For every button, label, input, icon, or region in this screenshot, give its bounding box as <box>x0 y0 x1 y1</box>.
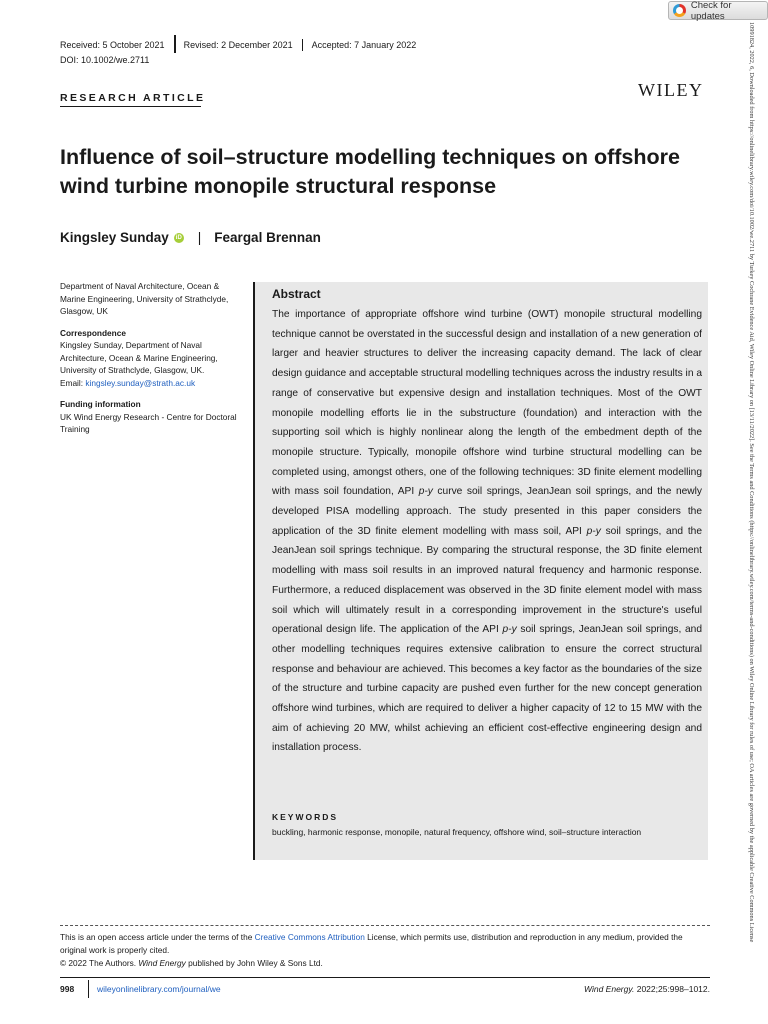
affiliation: Department of Naval Architecture, Ocean & Marine Engineering, University of Strathclyde, Glasgow, UK <box>60 281 229 316</box>
article-history <box>60 39 425 51</box>
article-type: RESEARCH ARTICLE <box>60 92 206 104</box>
check-for-updates-button[interactable] <box>668 1 768 20</box>
funding-heading: Funding information <box>60 399 141 409</box>
license-text-part: License, which permits use, distribution and reproduction in any medium, provided the original work is properly cited. <box>60 932 683 955</box>
py-term: p-y <box>418 486 433 498</box>
license-text <box>60 931 710 957</box>
keywords: buckling, harmonic response, monopile, natural frequency, offshore wind, soil–structure interaction <box>272 827 642 837</box>
crossmark-icon <box>673 4 686 17</box>
citation-journal: Wind Energy. <box>584 984 635 994</box>
paper-title: Influence of soil–structure modelling techniques on offshore wind turbine monopile structural response <box>60 145 680 198</box>
license-text-part: This is an open access article under the terms of the <box>60 932 255 942</box>
citation-details: 2022;25:998–1012. <box>634 984 710 994</box>
author-name[interactable]: Kingsley Sunday <box>60 230 169 245</box>
license-footnote <box>60 931 710 970</box>
abstract-heading: Abstract <box>272 287 321 301</box>
abstract-box <box>253 282 708 860</box>
abstract-text-part: The importance of appropriate offshore wind turbine (OWT) monopile structural modelling technique cannot be overstated in the successful design and installation of a new generation of larger and heavier structures to deliver the increasing capacity demand. The lack of clear design guidance and acceptable structural modelling techniques across the industry results in a range of conservative but expensive design and installation techniques. Most of the OWT monopile modelling efforts lie in the substructure (foundation) and interaction with the supporting soil which is highly nonlinear along the length of the embedment depth of the monopile structure. Typically, monopile offshore wind turbine structural modelling can be completed using, amongst others, one of the following techniques: 3D finite element modelling with mass soil foundation, API <box>272 309 702 498</box>
email-label: Email: <box>60 377 86 388</box>
article-info-sidebar <box>60 280 245 445</box>
footer-separator <box>88 980 89 998</box>
abstract-text-part: soil springs, JeanJean soil springs, and other modelling techniques requires extensive calibration to ensure the correct structural response and behaviour are achieved. This becomes a key factor as the boundaries of the size of the structure and turbine capacity are pushed even further for the new concept generation offshore wind turbines, which are required to deliver a higher capacity of 12 to 15 MW with the aim of achieving 20 MW, whilst achieving an efficient cost-effective engineering design and installation process. <box>272 624 702 754</box>
copyright-journal: Wind Energy <box>138 958 186 968</box>
py-term: p-y <box>586 525 601 537</box>
check-for-updates-label: Check for updates <box>690 0 732 22</box>
author-list <box>60 230 321 245</box>
funding <box>60 398 245 436</box>
abstract-text-part: soil springs, and the JeanJean soil springs technique. By comparing the structural response, the 3D finite element modelling with mass soil results in an improved natural frequency and harmonic response. Furthermore, a reduced displacement was observed in the 3D finite element model with mass soil which will ultimately result in a corresponding improvement in the structure's useful operational design life. The application of the API <box>272 525 702 636</box>
email-link[interactable]: kingsley.sunday@strath.ac.uk <box>85 377 196 388</box>
funding-text: UK Wind Energy Research - Centre for Doctoral Training <box>60 411 237 434</box>
footnote-divider <box>60 925 710 926</box>
revised-date: Revised: 2 December 2021 <box>174 39 302 51</box>
correspondence-text: Kingsley Sunday, Department of Naval Architecture, Ocean & Marine Engineering, University of Strathclyde, Glasgow, UK. <box>60 340 218 375</box>
abstract-text <box>272 305 702 758</box>
received-date: Received: 5 October 2021 <box>60 40 165 50</box>
copyright-text-part: © 2022 The Authors. <box>60 958 139 968</box>
journal-url-link[interactable]: wileyonlinelibrary.com/journal/we <box>97 984 221 994</box>
orcid-icon[interactable]: iD <box>175 234 182 241</box>
abstract-text-part: curve soil springs, JeanJean soil springs, and the newly developed PISA modelling approach. The study presented in this paper considers the application of the 3D finite element modelling with mass soil, API <box>272 486 702 537</box>
correspondence-heading: Correspondence <box>60 327 126 338</box>
keywords-heading: KEYWORDS <box>272 812 339 822</box>
email-line <box>60 377 245 390</box>
accepted-date: Accepted: 7 January 2022 <box>302 39 426 51</box>
correspondence <box>60 327 245 390</box>
py-term: p-y <box>502 624 517 636</box>
page-number: 998 <box>60 984 75 994</box>
creative-commons-link[interactable]: Creative Commons Attribution <box>254 932 365 942</box>
article-type-underline <box>60 106 201 107</box>
download-notice: 10991824, 2022, 6, Downloaded from https://onlinelibrary.wiley.com/doi/10.1002/we.2711 by Turkey Cochrane Evidence Aid, Wiley Online Library on [13/11/2022]. See the Terms and Conditions (https://onlinelibrary.wiley.com/terms-and-conditions) on Wiley Online Library for rules of use; OA articles are governed by the applicable Creative Commons License <box>748 22 755 943</box>
author-separator: | <box>197 230 202 245</box>
author-name[interactable]: Feargal Brennan <box>214 230 321 245</box>
citation <box>584 984 710 994</box>
doi: DOI: 10.1002/we.2711 <box>60 55 150 65</box>
copyright-line <box>60 957 710 970</box>
copyright-text-part: published by John Wiley & Sons Ltd. <box>185 958 323 968</box>
footer-divider <box>60 977 710 978</box>
publisher-logo: WILEY <box>638 80 704 100</box>
